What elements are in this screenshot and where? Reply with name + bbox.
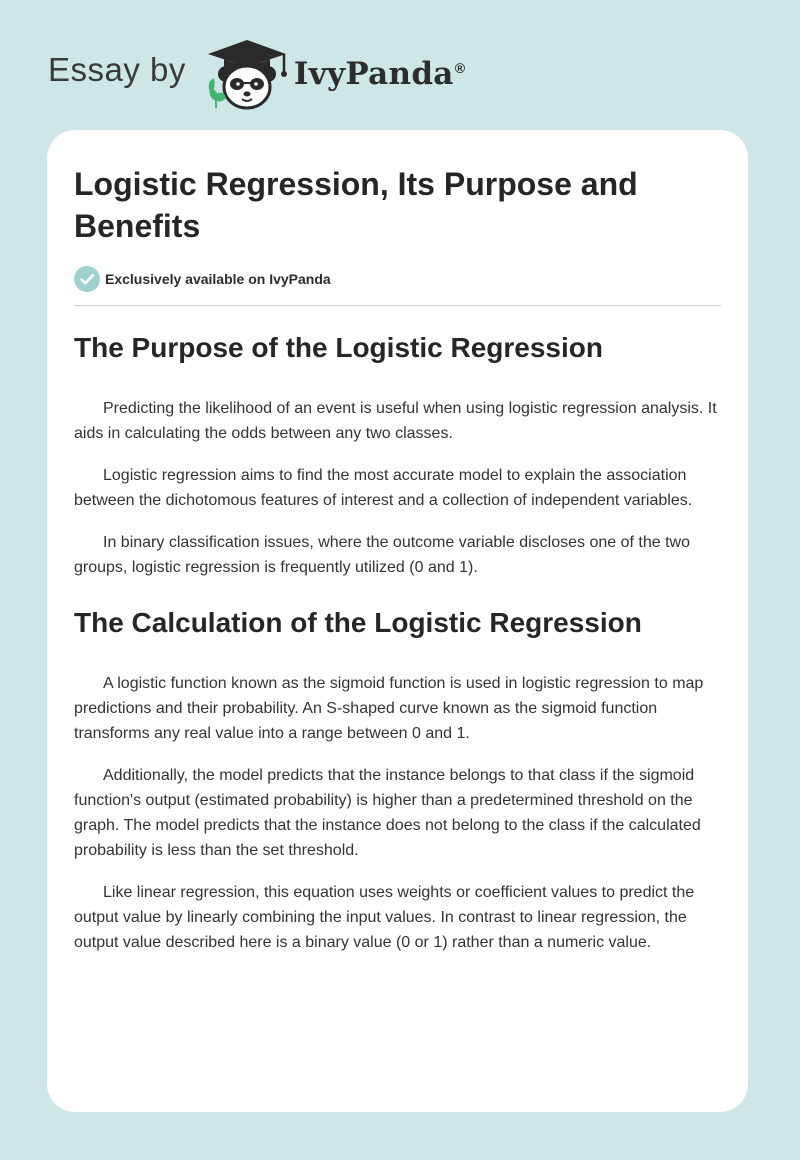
section-purpose [74,330,721,580]
paragraph: Additionally, the model predicts that the instance belongs to that class if the sigmoid function's output (estimated probability) is higher than a predetermined threshold on the graph. The model predicts that the instance does not belong to the class if the calculated probability is less than the set threshold. [74,767,701,859]
section-heading: The Purpose of the Logistic Regression [74,332,603,363]
brand-name-text: IvyPanda [293,56,454,92]
title-divider [74,305,721,306]
registered-mark: ® [454,59,466,76]
paragraph: A logistic function known as the sigmoid function is used in logistic regression to map predictions and their probability. An S-shaped curve known as the sigmoid function transforms any real value into a range between 0 and 1. [74,675,704,742]
essay-card-content [47,130,748,955]
check-circle-icon [74,266,100,292]
brand-name [294,56,465,92]
paragraph: Like linear regression, this equation uses weights or coefficient values to predict the output value by linearly combining the input values. In contrast to linear regression, the output value described here is a binary value (0 or 1) rather than a numeric value. [74,884,695,951]
exclusive-badge-text: Exclusively available on IvyPanda [105,271,331,287]
section-calculation [74,605,721,955]
essay-title: Logistic Regression, Its Purpose and Benefits [74,166,638,244]
paragraph: In binary classification issues, where the outcome variable discloses one of the two groups, logistic regression is frequently utilized (0 and 1). [74,534,690,576]
panda-graduate-icon [204,34,290,110]
brand-prefix: Essay by [48,51,186,88]
essay-card [47,130,748,1112]
exclusive-badge [74,265,721,293]
section-heading: The Calculation of the Logistic Regression [74,607,642,638]
paragraph: Logistic regression aims to find the most accurate model to explain the association between the dichotomous features of interest and a collection of independent variables. [74,467,693,509]
paragraph: Predicting the likelihood of an event is useful when using logistic regression analysis. It aids in calculating the odds between any two classes. [74,400,717,442]
brand-header [48,34,465,110]
